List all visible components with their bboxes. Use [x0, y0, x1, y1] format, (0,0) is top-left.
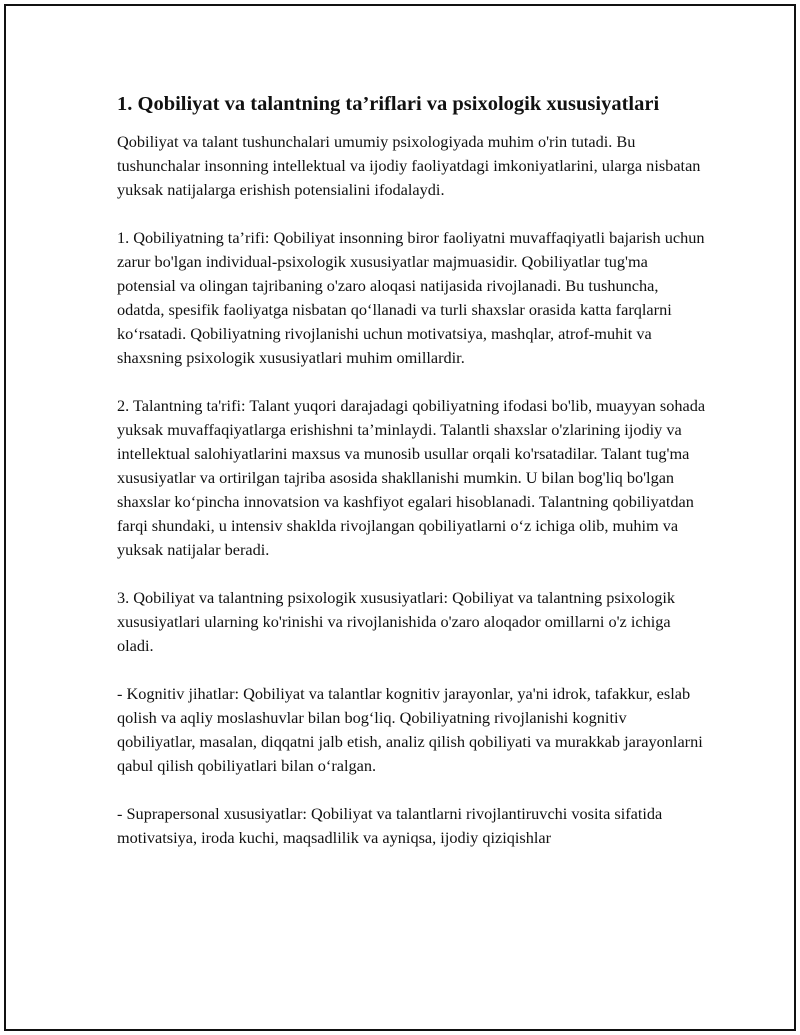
- paragraph-intro: Qobiliyat va talant tushunchalari umumiy psixologiyada muhim o'rin tutadi. Bu tushunchalar insonning intellektual va ijodiy faoliyatdagi imkoniyatlarini, ularga nisbatan yuksak natijalarga erishish potensialini ifodalaydi.: [117, 132, 701, 199]
- paragraph-talent-definition: 2. Talantning ta'rifi: Talant yuqori darajadagi qobiliyatning ifodasi bo'lib, muayyan sohada yuksak muvaffaqiyatlarga erishishni ta’minlaydi. Talantli shaxslar o'zlarining ijodiy va intellektual salohiyatlarini maxsus va munosib usullar orqali ko'rsatadilar. Talant tug'ma xususiyatlar va ortirilgan tajriba asosida shakllanishi mumkin. U bilan bog'liq bo'lgan shaxslar ko‘pincha innovatsion va kashfiyot egalari hisoblanadi. Talantning qobiliyatdan farqi shundaki, u intensiv shaklda rivojlangan qobiliyatlarni o‘z ichiga olib, muhim va yuksak natijalar beradi.: [117, 396, 706, 559]
- paragraph-psychological-traits: 3. Qobiliyat va talantning psixologik xususiyatlari: Qobiliyat va talantning psixologik xususiyatlari ularning ko'rinishi va rivojlanishida o'zaro aloqador omillarni o'z ichiga oladi.: [117, 588, 676, 655]
- document-body: [117, 90, 707, 850]
- paragraph-ability-definition: 1. Qobiliyatning ta’rifi: Qobiliyat insonning biror faoliyatni muvaffaqiyatli bajarish uchun zarur bo'lgan individual-psixologik xususiyatlar majmuasidir. Qobiliyatlar tug'ma potensial va olingan tajribaning o'zaro aloqasi natijasida rivojlanadi. Bu tushuncha, odatda, spesifik faoliyatga nisbatan qo‘llanadi va turli shaxslar orasida katta farqlarni ko‘rsatadi. Qobiliyatning rivojlanishi uchun motivatsiya, mashqlar, atrof-muhit va shaxsning psixologik xususiyatlari muhim omillardir.: [117, 228, 705, 367]
- paragraph-suprapersonal-traits: - Suprapersonal xususiyatlar: Qobiliyat va talantlarni rivojlantiruvchi vosita sifatida motivatsiya, iroda kuchi, maqsadlilik va ayniqsa, ijodiy qiziqishlar: [117, 804, 663, 847]
- paragraph-cognitive-aspects: - Kognitiv jihatlar: Qobiliyat va talantlar kognitiv jarayonlar, ya'ni idrok, tafakkur, eslab qolish va aqliy moslashuvlar bilan bog‘liq. Qobiliyatning rivojlanishi kognitiv qobiliyatlar, masalan, diqqatni jalb etish, analiz qilish qobiliyati va murakkab jarayonlarni qabul qilish qobiliyatlari bilan o‘ralgan.: [117, 684, 703, 775]
- section-title: 1. Qobiliyat va talantning ta’riflari va psixologik xususiyatlari: [117, 93, 660, 115]
